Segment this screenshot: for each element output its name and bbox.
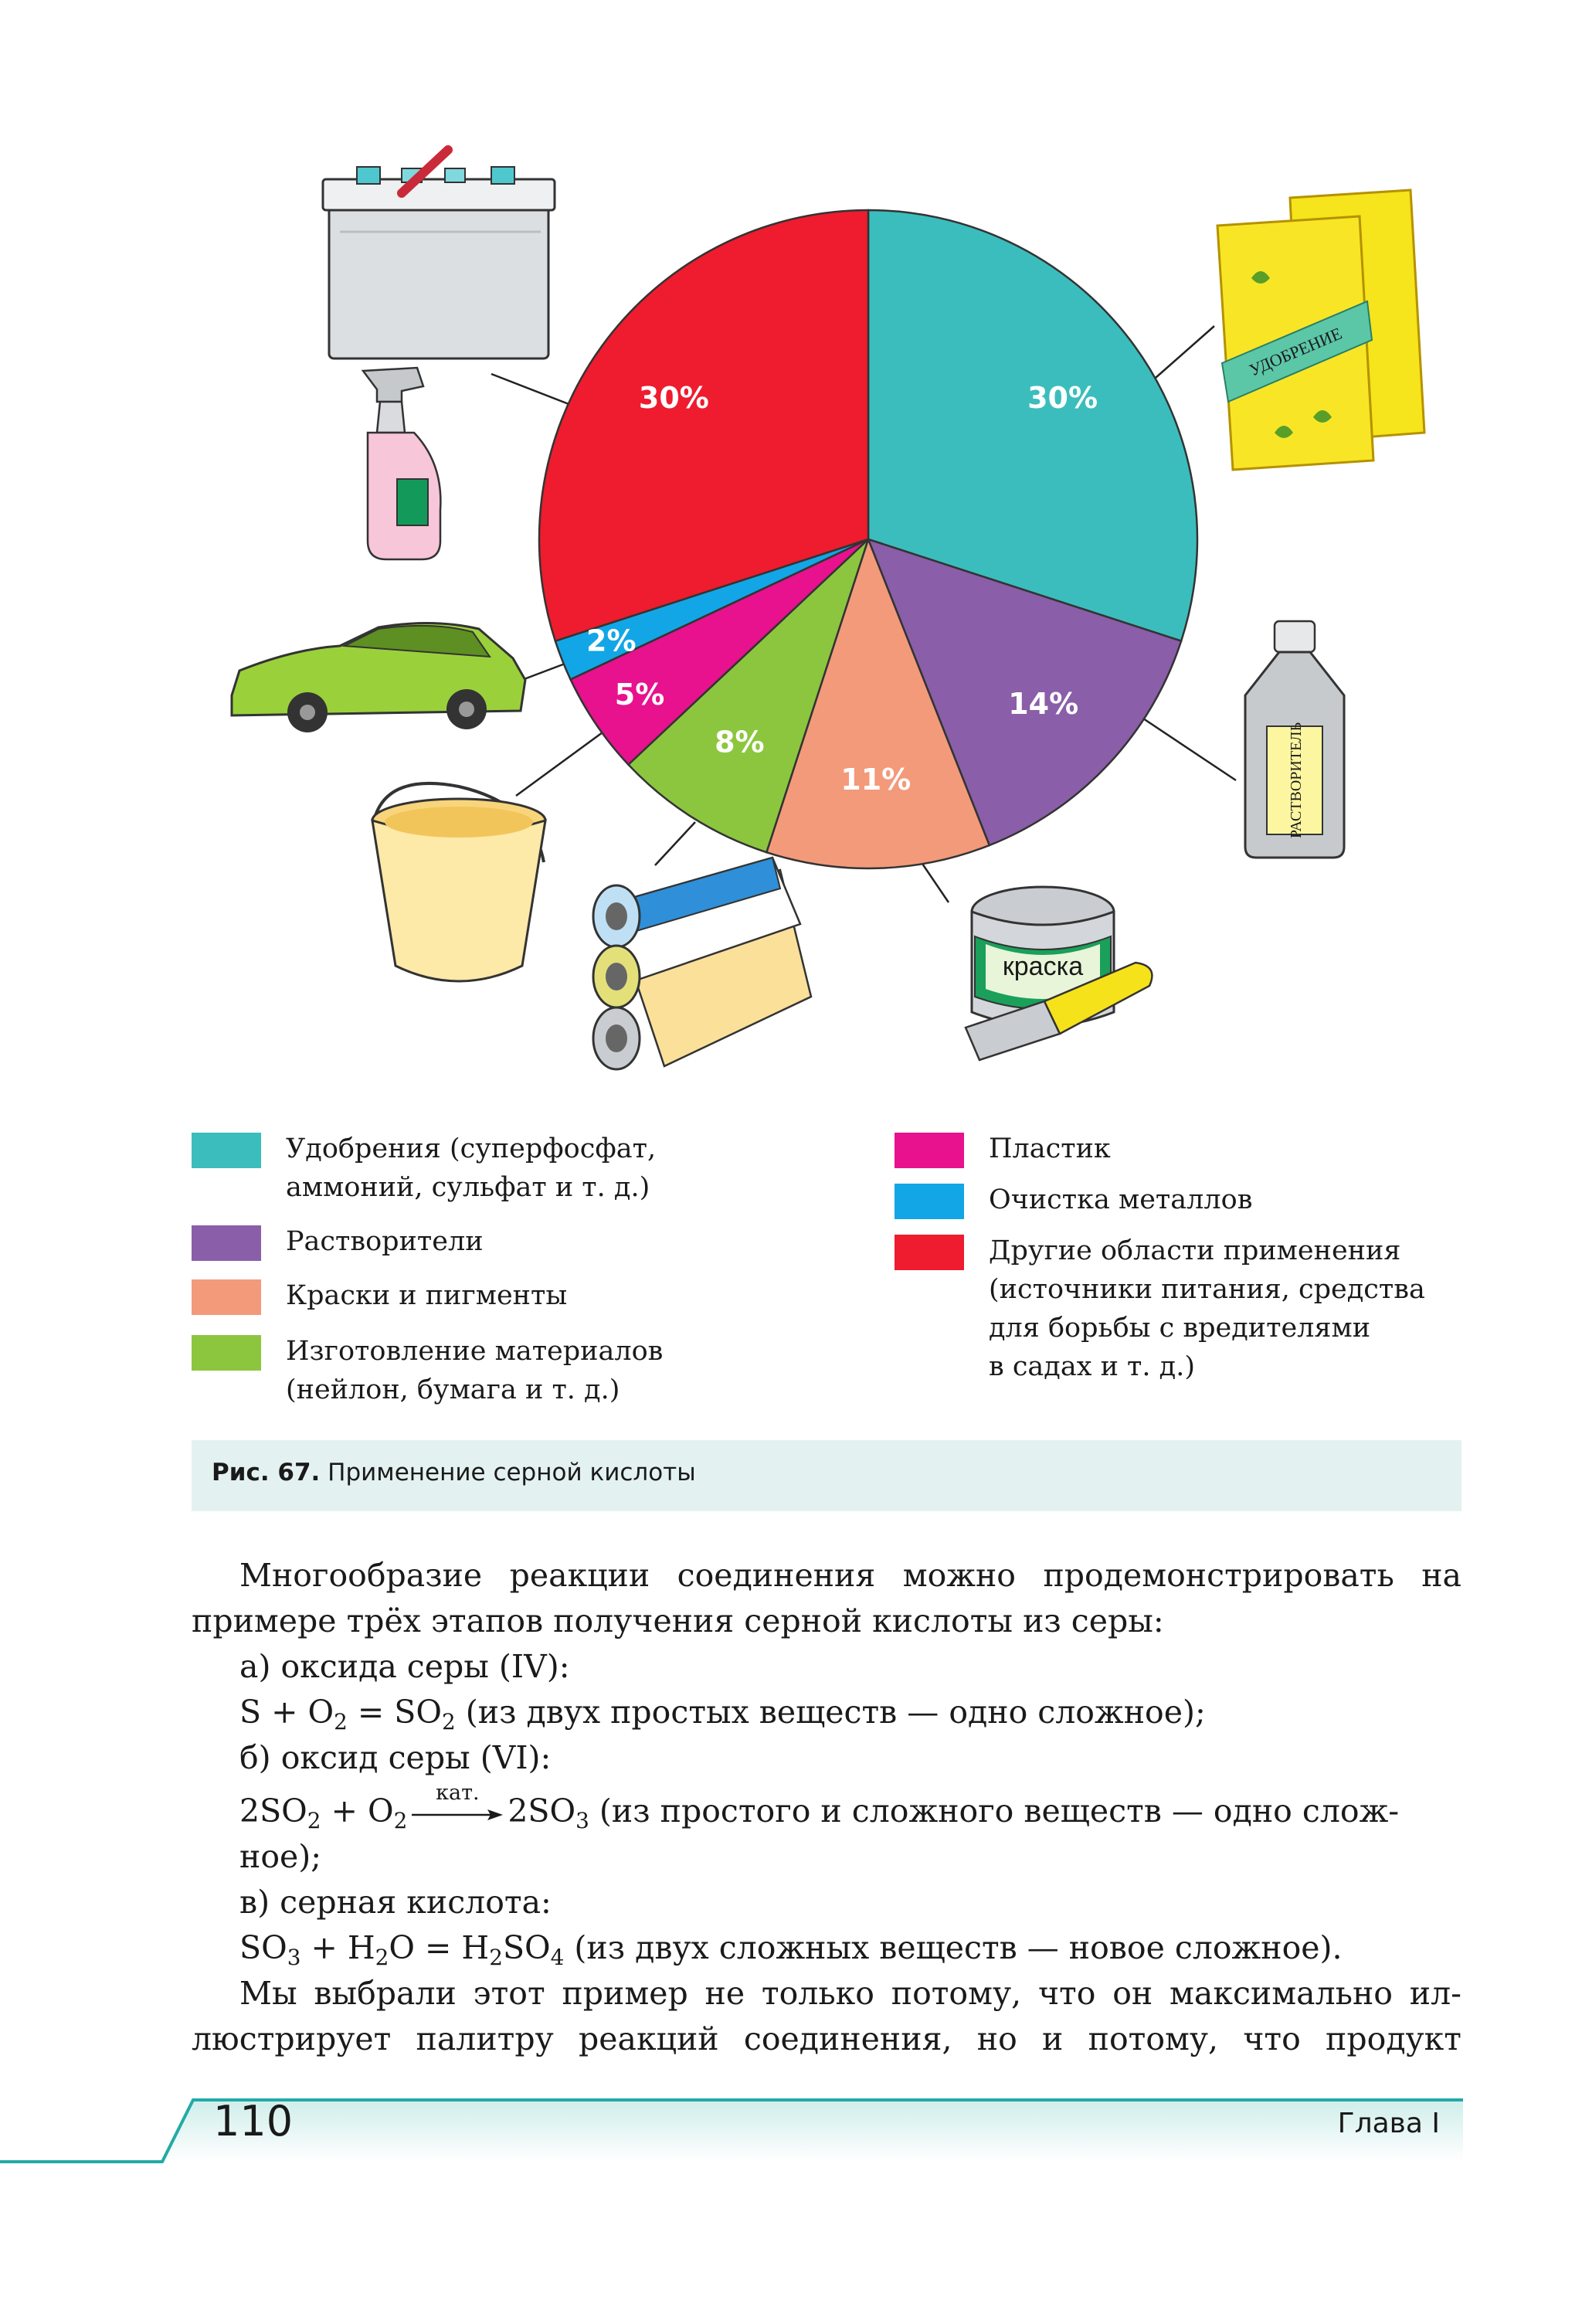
- figure-caption-bar: [192, 1440, 1461, 1511]
- chart-area: [0, 0, 1582, 1113]
- fertilizer-label: УДОБРЕНИЕ: [1246, 323, 1345, 380]
- chart-legend: [192, 1130, 1474, 1423]
- fertilizer-bags-illustration: [1217, 190, 1424, 470]
- equation-3: $SO_3 + H_2O = H_2SO_4$ (из двух сложных веществ — новое сложное).: [239, 1929, 1343, 1970]
- paint-label: краска: [1002, 952, 1084, 981]
- car-illustration: [232, 623, 525, 732]
- slice-value-label-3: 8%: [715, 725, 765, 759]
- legend-label: Краски и пигменты: [286, 1280, 568, 1311]
- legend-item-other: [895, 1232, 1425, 1386]
- legend-swatch: [192, 1133, 261, 1168]
- legend-item-fertilizers: [192, 1130, 656, 1207]
- pie-chart: [0, 0, 1582, 1113]
- equation-2-continued: ное);: [239, 1838, 322, 1875]
- equation-1: $S + O_2 = SO_2$ (из двух простых веществ — одно сложное);: [239, 1694, 1206, 1735]
- legend-item-materials: [192, 1332, 663, 1409]
- legend-item-paints: [192, 1276, 567, 1315]
- legend-label: Другие области применения (источники питания, средства для борьбы с вредителями в садах и т. д.): [989, 1235, 1425, 1382]
- leader-line-fertilizer: [1149, 326, 1214, 383]
- legend-label: Пластик: [989, 1133, 1111, 1164]
- solvent-label: РАСТВОРИТЕЛЬ: [1288, 722, 1305, 839]
- step-b-label: б) оксид серы (VI):: [239, 1739, 552, 1776]
- step-a-label: а) оксида серы (IV):: [239, 1648, 570, 1685]
- slice-value-label-5: 2%: [586, 623, 637, 658]
- paint-can-illustration: [966, 887, 1152, 1060]
- bucket-illustration: [372, 783, 545, 981]
- slice-value-label-2: 11%: [840, 762, 912, 797]
- legend-item-plastic: [895, 1130, 1111, 1168]
- catalyst-arrow: [412, 1780, 503, 1830]
- paragraph-line: Мы выбрали этот пример не только потому, что он максимально ил-: [239, 1975, 1461, 2012]
- legend-swatch: [192, 1335, 261, 1371]
- equation-2: $2SO_2 + O_2$ кат. $2SO_3$ (из простого и сложного веществ — одно слож-: [239, 1780, 1400, 1833]
- step-c-label: в) серная кислота:: [239, 1884, 552, 1921]
- legend-swatch: [895, 1133, 964, 1168]
- leader-line-solvent: [1134, 712, 1236, 780]
- paragraph-line: Многообразие реакции соединения можно продемонстрировать на: [239, 1557, 1461, 1594]
- chapter-label: Глава I: [1337, 2108, 1440, 2139]
- leader-line-other: [491, 374, 575, 406]
- figure-title: Применение серной кислоты: [320, 1459, 696, 1486]
- leader-line-plastic: [516, 732, 603, 796]
- figure-number: Рис. 67.: [212, 1459, 321, 1486]
- legend-label: Очистка металлов: [989, 1184, 1253, 1215]
- spray-bottle-illustration: [363, 368, 440, 559]
- legend-label: Изготовление материалов (нейлон, бумага и т. д.): [286, 1336, 664, 1405]
- legend-swatch: [192, 1279, 261, 1315]
- legend-swatch: [192, 1225, 261, 1261]
- page-footer: [0, 2094, 1582, 2186]
- slice-value-label-1: 14%: [1008, 686, 1079, 721]
- leader-line-paint: [919, 859, 949, 902]
- leader-line-material: [655, 822, 695, 865]
- slice-value-label-4: 5%: [614, 678, 665, 712]
- figure-caption: [212, 1459, 696, 1486]
- legend-item-metal-cleaning: [895, 1181, 1252, 1219]
- page-number: 110: [213, 2097, 294, 2146]
- slice-value-label-6: 30%: [638, 381, 709, 416]
- slice-value-label-0: 30%: [1027, 381, 1098, 416]
- catalyst-label: кат.: [436, 1780, 480, 1805]
- body-text: [192, 1553, 1461, 2062]
- legend-label: Удобрения (суперфосфат, аммоний, сульфат и т. д.): [286, 1133, 657, 1203]
- legend-item-solvents: [192, 1222, 484, 1261]
- battery-illustration: [323, 150, 555, 358]
- paragraph-line: примере трёх этапов получения серной кислоты из серы:: [192, 1602, 1164, 1639]
- fabric-rolls-illustration: [593, 858, 811, 1069]
- paragraph-line: люстрирует палитру реакций соединения, но и потому, что продукт: [192, 2020, 1461, 2057]
- solvent-bottle-illustration: [1245, 621, 1344, 858]
- legend-swatch: [895, 1184, 964, 1219]
- legend-label: Растворители: [286, 1226, 484, 1257]
- legend-swatch: [895, 1235, 964, 1270]
